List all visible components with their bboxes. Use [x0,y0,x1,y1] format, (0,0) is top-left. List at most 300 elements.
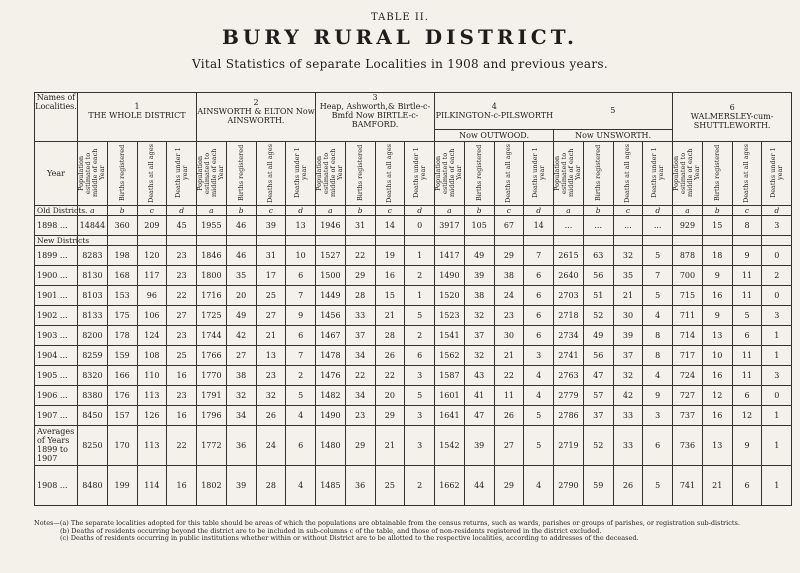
cell: 1417 [435,245,465,265]
cell: 2615 [554,245,584,265]
col-header-g6-4: Deaths under 1 year [762,141,792,205]
cell: 29 [494,465,524,505]
cell: 1744 [197,325,227,345]
cell: 2 [405,465,435,505]
cell: 3 [524,345,554,365]
subgroup-outwood: Now OUTWOOD. [435,129,554,141]
cell: ... [583,215,613,235]
cell: 2718 [554,305,584,325]
table-row [35,305,792,325]
cell: 0 [762,245,792,265]
cell: 33 [613,405,643,425]
cell: 1 [405,285,435,305]
col-header-g4-4: Deaths under 1 year [524,141,554,205]
cell: 3 [405,425,435,465]
col-letter: a [554,205,584,215]
cell: 1500 [316,265,346,285]
cell: 2 [405,265,435,285]
cell: 56 [583,345,613,365]
col-letter: d [643,205,673,215]
table-row [35,345,792,365]
cell: 724 [673,365,703,385]
cell: 15 [702,215,732,235]
cell: 6 [524,285,554,305]
cell: 47 [583,365,613,385]
cell: 22 [375,365,405,385]
cell: 360 [107,215,137,235]
cell: 47 [464,405,494,425]
cell: 57 [583,385,613,405]
cell: 34 [345,345,375,365]
cell: 1456 [316,305,346,325]
row-year: 1899 ... [35,245,78,265]
cell: 16 [167,465,197,505]
cell: 37 [613,345,643,365]
cell: 168 [107,265,137,285]
col-letter: c [613,205,643,215]
cell: 15 [375,285,405,305]
cell: 5 [286,385,316,405]
cell: 25 [256,285,286,305]
col-letter: b [583,205,613,215]
cell: 5 [643,465,673,505]
col-header-g2-1: Population estimated to middle of each Year [197,141,227,205]
row-year: Averages of Years 1899 to 1907 [35,425,78,465]
cell: 8200 [78,325,108,345]
cell: 1796 [197,405,227,425]
cell: 106 [137,305,167,325]
col-letter: a [435,205,465,215]
cell: 21 [375,425,405,465]
cell: 6 [405,345,435,365]
cell: 1955 [197,215,227,235]
cell: 4 [643,305,673,325]
cell: 67 [494,215,524,235]
cell: 24 [256,425,286,465]
page-subtitle: Vital Statistics of separate Localities in 1908 and previous years. [192,57,608,71]
col-header-g2-2: Births registered [226,141,256,205]
cell: 1 [762,345,792,365]
cell: 51 [583,285,613,305]
cell: 29 [375,405,405,425]
col-header-g4-1: Population estimated to middle of each Year [435,141,465,205]
cell: 105 [464,215,494,235]
cell: 209 [137,215,167,235]
cell: 159 [107,345,137,365]
cell: 1587 [435,365,465,385]
cell: 126 [137,405,167,425]
cell: 37 [345,325,375,345]
col-header-g5-3: Deaths at all ages [613,141,643,205]
cell: 175 [107,305,137,325]
cell: 52 [583,305,613,325]
cell: 3917 [435,215,465,235]
cell: 11 [732,365,762,385]
cell: ... [613,215,643,235]
cell: 715 [673,285,703,305]
cell: 59 [583,465,613,505]
cell: 6 [286,265,316,285]
cell: 8283 [78,245,108,265]
table-row [35,285,792,305]
cell: 711 [673,305,703,325]
cell: 1 [762,325,792,345]
row-year: 1902 ... [35,305,78,325]
cell: 3 [762,365,792,385]
cell: 36 [345,465,375,505]
cell: 178 [107,325,137,345]
cell: 39 [613,325,643,345]
cell: 26 [613,465,643,505]
cell: 30 [494,325,524,345]
note-a: Notes—(a) The separate localities adopted for this table should be areas of which the populations are obtainable from the census returns, such as wards, parishes or groups of parishes, or registration sub-districts. [34,519,740,527]
cell: 2763 [554,365,584,385]
cell: 8 [732,215,762,235]
cell: 23 [167,385,197,405]
cell: 1772 [197,425,227,465]
cell: 29 [345,265,375,285]
table-row [35,385,792,405]
table-row [35,265,792,285]
col-header-g4-3: Deaths at all ages [494,141,524,205]
col-header-g6-2: Births registered [702,141,732,205]
col-header-g1-4: Deaths under 1 year [167,141,197,205]
cell: 37 [464,325,494,345]
cell: 39 [256,215,286,235]
cell: 9 [643,385,673,405]
col-letter: d [167,205,197,215]
cell: 32 [613,245,643,265]
cell: 49 [226,305,256,325]
row-year: 1908 ... [35,465,78,505]
cell: 1490 [435,265,465,285]
cell: 113 [137,385,167,405]
cell: 49 [464,245,494,265]
cell: 7 [643,265,673,285]
cell: 39 [464,425,494,465]
col-header-g3-4: Deaths under 1 year [405,141,435,205]
cell: 35 [226,265,256,285]
cell: 1791 [197,385,227,405]
cell: 33 [613,425,643,465]
cell: 26 [494,405,524,425]
cell: 3 [762,305,792,325]
cell: 13 [256,345,286,365]
cell: 20 [226,285,256,305]
cell: 6 [524,305,554,325]
row-year: 1903 ... [35,325,78,345]
cell: 157 [107,405,137,425]
cell: 8133 [78,305,108,325]
cell: 14844 [78,215,108,235]
cell: 31 [345,215,375,235]
cell: 96 [137,285,167,305]
cell: 1485 [316,465,346,505]
group-header-5: 5 [554,93,673,130]
cell: 7 [286,345,316,365]
cell: 29 [494,245,524,265]
cell: 35 [613,265,643,285]
cell: 1 [762,425,792,465]
col-header-g5-2: Births registered [583,141,613,205]
table-row [35,365,792,385]
cell: 25 [375,465,405,505]
cell: 199 [107,465,137,505]
cell: 1601 [435,385,465,405]
cell: 21 [375,305,405,325]
col-header-g4-2: Births registered [464,141,494,205]
cell: 23 [167,265,197,285]
cell: 6 [286,325,316,345]
cell: 39 [226,465,256,505]
cell: 5 [732,305,762,325]
cell: 23 [256,365,286,385]
cell: 3 [405,365,435,385]
cell: 14 [375,215,405,235]
col-letter: c [375,205,405,215]
cell: 11 [494,385,524,405]
cell: 38 [494,265,524,285]
cell: 36 [226,425,256,465]
cell: 8380 [78,385,108,405]
cell: ... [554,215,584,235]
cell: 108 [137,345,167,365]
cell: 2786 [554,405,584,425]
cell: 878 [673,245,703,265]
cell: 13 [702,425,732,465]
col-letter: c [732,205,762,215]
cell: 29 [345,425,375,465]
cell: 1562 [435,345,465,365]
cell: 929 [673,215,703,235]
col-letter: b [226,205,256,215]
section-label: Old Districts. [35,205,78,215]
cell: 1490 [316,405,346,425]
col-letter: b [345,205,375,215]
cell: 41 [464,385,494,405]
cell: 23 [167,245,197,265]
cell: 42 [226,325,256,345]
cell: 25 [167,345,197,365]
col-letter: d [524,205,554,215]
row-year: 1904 ... [35,345,78,365]
cell: 0 [405,215,435,235]
cell: 20 [375,385,405,405]
cell: 5 [524,425,554,465]
cell: 17 [256,265,286,285]
cell: 124 [137,325,167,345]
cell: 63 [583,245,613,265]
col-header-g1-2: Births registered [107,141,137,205]
cell: 1770 [197,365,227,385]
col-letter: b [107,205,137,215]
cell: 3 [762,215,792,235]
table-row [35,325,792,345]
cell: 9 [732,425,762,465]
col-header-g6-3: Deaths at all ages [732,141,762,205]
cell: 39 [464,265,494,285]
cell: 110 [137,365,167,385]
row-year: 1906 ... [35,385,78,405]
cell: 8 [643,345,673,365]
cell: 30 [613,305,643,325]
cell: 5 [643,285,673,305]
cell: 32 [226,385,256,405]
cell: 7 [524,245,554,265]
cell: 1846 [197,245,227,265]
cell: 153 [107,285,137,305]
group-header-6: 6 WALMERSLEY-cum-SHUTTLEWORTH. [673,93,792,142]
row-year: 1900 ... [35,265,78,285]
cell: 27 [226,345,256,365]
cell: 7 [286,285,316,305]
cell: 170 [107,425,137,465]
col-header-g3-3: Deaths at all ages [375,141,405,205]
cell: 2790 [554,465,584,505]
cell: 8450 [78,405,108,425]
cell: 1449 [316,285,346,305]
col-header-g6-1: Population estimated to middle of each Year [673,141,703,205]
cell: 1802 [197,465,227,505]
cell: 2640 [554,265,584,285]
group-header-3: 3 Heap, Ashworth,& Birtle-c-Bmfd Now BIRTLE-c-BAMFORD. [316,93,435,130]
cell: 1946 [316,215,346,235]
group-header-1: 1 THE WHOLE DISTRICT [78,93,197,130]
cell: 2741 [554,345,584,365]
cell: 1523 [435,305,465,325]
cell: 1480 [316,425,346,465]
col-header-g1-3: Deaths at all ages [137,141,167,205]
page-title: BURY RURAL DISTRICT. [221,25,578,49]
col-header-g3-2: Births registered [345,141,375,205]
col-letter: a [673,205,703,215]
col-letter: c [494,205,524,215]
cell: 736 [673,425,703,465]
cell: 2 [286,365,316,385]
cell: 1766 [197,345,227,365]
cell: 23 [494,305,524,325]
cell: 10 [286,245,316,265]
cell: 4 [524,385,554,405]
cell: 16 [702,405,732,425]
cell: 22 [345,245,375,265]
cell: 700 [673,265,703,285]
cell: 3 [405,405,435,425]
cell: 12 [702,385,732,405]
col-header-g5-4: Deaths under 1 year [643,141,673,205]
cell: 43 [464,365,494,385]
cell: 13 [702,325,732,345]
cell: 10 [702,345,732,365]
cell: 1476 [316,365,346,385]
cell: 38 [464,285,494,305]
cell: 22 [345,365,375,385]
cell: 6 [732,385,762,405]
cell: 22 [494,365,524,385]
cell: 34 [345,385,375,405]
group-header-4: 4 PILKINGTON-c-PILSWORTH [435,93,554,130]
cell: 21 [494,345,524,365]
cell: 5 [643,245,673,265]
cell: 4 [524,465,554,505]
cell: 714 [673,325,703,345]
cell: 21 [702,465,732,505]
cell: 23 [167,325,197,345]
cell: 8130 [78,265,108,285]
cell: 1478 [316,345,346,365]
col-letter: d [286,205,316,215]
cell: 37 [583,405,613,425]
cell: ... [643,215,673,235]
cell: 6 [732,325,762,345]
vital-statistics-table [34,92,792,506]
cell: 5 [524,405,554,425]
group-header-2: 2 AINSWORTH & ELTON Now AINSWORTH. [197,93,316,130]
row-year: 1901 ... [35,285,78,305]
cell: 176 [107,385,137,405]
cell: 0 [762,385,792,405]
cell: 717 [673,345,703,365]
table-row [35,245,792,265]
cell: 27 [167,305,197,325]
averages-row [35,425,792,465]
cell: 1482 [316,385,346,405]
cell: 49 [583,325,613,345]
cell: 1527 [316,245,346,265]
cell: 114 [137,465,167,505]
cell: 44 [464,465,494,505]
cell: 56 [583,265,613,285]
cell: 1542 [435,425,465,465]
cell: 2 [405,325,435,345]
cell: 8259 [78,345,108,365]
cell: 18 [702,245,732,265]
cell: 8103 [78,285,108,305]
cell: 8 [643,325,673,345]
cell: 16 [702,285,732,305]
cell: 32 [464,345,494,365]
cell: 1725 [197,305,227,325]
cell: 5 [405,305,435,325]
note-b: (b) Deaths of residents occurring beyond the district are to be included in sub-columns c of the table, and those of non-residents registered in the district excluded. [60,526,602,535]
cell: 23 [345,405,375,425]
cell: 2719 [554,425,584,465]
cell: 27 [256,305,286,325]
cell: 737 [673,405,703,425]
year-label: Year [35,141,78,205]
cell: 16 [167,405,197,425]
cell: 32 [613,365,643,385]
col-header-g3-1: Population estimated to middle of each Year [316,141,346,205]
cell: 21 [613,285,643,305]
cell: 1800 [197,265,227,285]
col-letter: d [405,205,435,215]
cell: 5 [405,385,435,405]
cell: 28 [256,465,286,505]
cell: 19 [375,245,405,265]
col-header-g2-3: Deaths at all ages [256,141,286,205]
col-letter: d [762,205,792,215]
col-letter: b [702,205,732,215]
row-year: 1907 ... [35,405,78,425]
cell: 9 [702,305,732,325]
cell: 16 [702,365,732,385]
cell: 1 [762,465,792,505]
cell: 11 [732,285,762,305]
col-letter: a [316,205,346,215]
cell: 22 [167,285,197,305]
cell: 8480 [78,465,108,505]
